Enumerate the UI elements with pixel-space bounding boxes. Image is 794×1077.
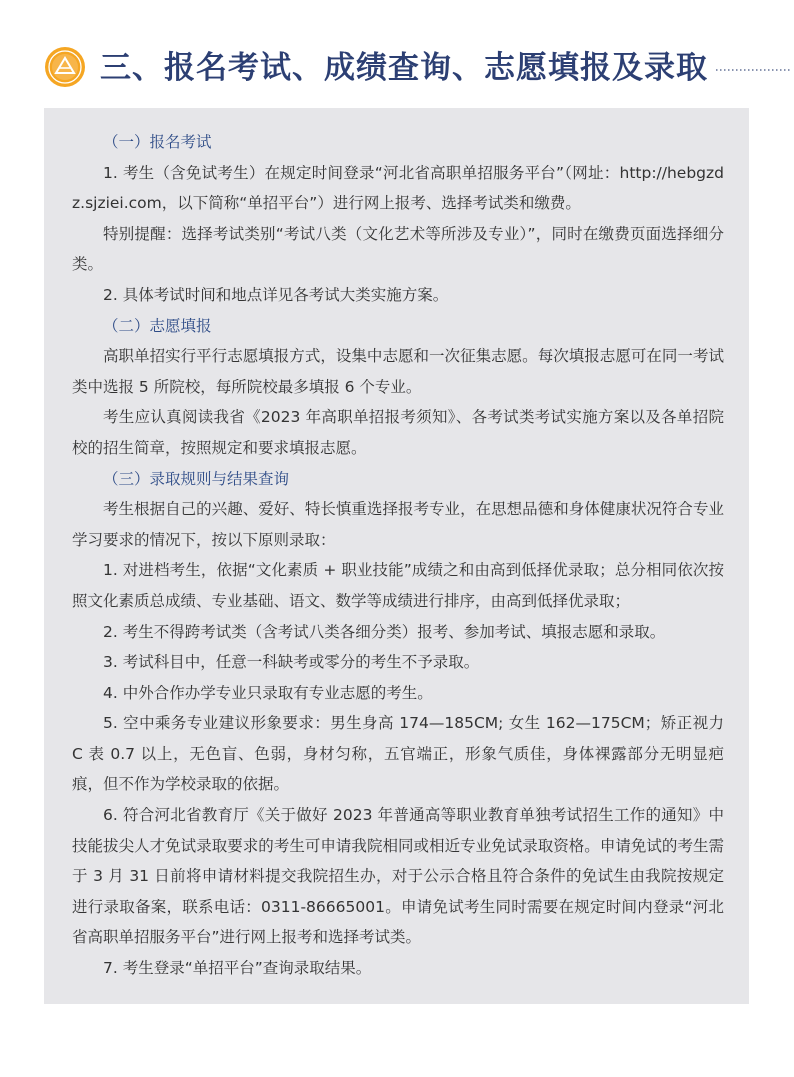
paragraph: 4. 中外合作办学专业只录取有专业志愿的考生。 — [103, 683, 433, 702]
paragraph: 特别提醒：选择考试类别“考试八类（文化艺术等所涉及专业）”，同时在缴费页面选择细分类。 — [72, 224, 724, 274]
page-title: 三、报名考试、成绩查询、志愿填报及录取 — [100, 50, 708, 86]
paragraph: 2. 考生不得跨考试类（含考试八类各细分类）报考、参加考试、填报志愿和录取。 — [103, 622, 666, 641]
section-heading-application: （二）志愿填报 — [103, 316, 212, 335]
paragraph: 考生应认真阅读我省《2023 年高职单招报考须知》、各考试类考试实施方案以及各单招院校的招生简章，按照规定和要求填报志愿。 — [72, 408, 724, 457]
school-emblem-icon — [44, 46, 86, 88]
content-body — [72, 127, 724, 984]
paragraph: 1. 考生（含免试考生）在规定时间登录“河北省高职单招服务平台”（网址：http://hebgzdz.sjziei.com，以下简称“单招平台”）进行网上报考、选择考试类和缴费。 — [72, 163, 724, 213]
paragraph: 2. 具体考试时间和地点详见各考试大类实施方案。 — [103, 285, 449, 304]
paragraph: 高职单招实行平行志愿填报方式，设集中志愿和一次征集志愿。每次填报志愿可在同一考试类中选报 5 所院校，每所院校最多填报 6 个专业。 — [72, 347, 724, 396]
paragraph: 6. 符合河北省教育厅《关于做好 2023 年普通高等职业教育单独考试招生工作的通知》中技能拔尖人才免试录取要求的考生可申请我院相同或相近专业免试录取资格。申请免试的考生需于 3 月 31 日前将申请材料提交我院招生办，对于公示合格且符合条件的免试生由我院按规定进行录取备案，联系电话：0311-86665001。申请免试考生同时需要在规定时间内登录“河北省高职单招服务平台”进行网上报考和选择考试类。 — [72, 806, 724, 947]
section-heading-admission: （三）录取规则与结果查询 — [103, 469, 290, 488]
page-header — [0, 0, 794, 108]
paragraph: 7. 考生登录“单招平台”查询录取结果。 — [103, 959, 372, 978]
decorative-dotted-line — [716, 67, 790, 73]
section-heading-registration: （一）报名考试 — [103, 133, 212, 151]
paragraph: 1. 对进档考生，依据“文化素质 + 职业技能”成绩之和由高到低择优录取；总分相同依次按照文化素质总成绩、专业基础、语文、数学等成绩进行排序，由高到低择优录取； — [72, 561, 724, 610]
paragraph: 考生根据自己的兴趣、爱好、特长慎重选择报考专业，在思想品德和身体健康状况符合专业学习要求的情况下，按以下原则录取： — [72, 500, 724, 549]
paragraph: 3. 考试科目中，任意一科缺考或零分的考生不予录取。 — [103, 653, 480, 672]
paragraph: 5. 空中乘务专业建议形象要求：男生身高 174—185CM; 女生 162—175CM；矫正视力 C 表 0.7 以上，无色盲、色弱，身材匀称，五官端正，形象气质佳，身体裸露部分无明显疤痕，但不作为学校录取的依据。 — [72, 714, 724, 794]
